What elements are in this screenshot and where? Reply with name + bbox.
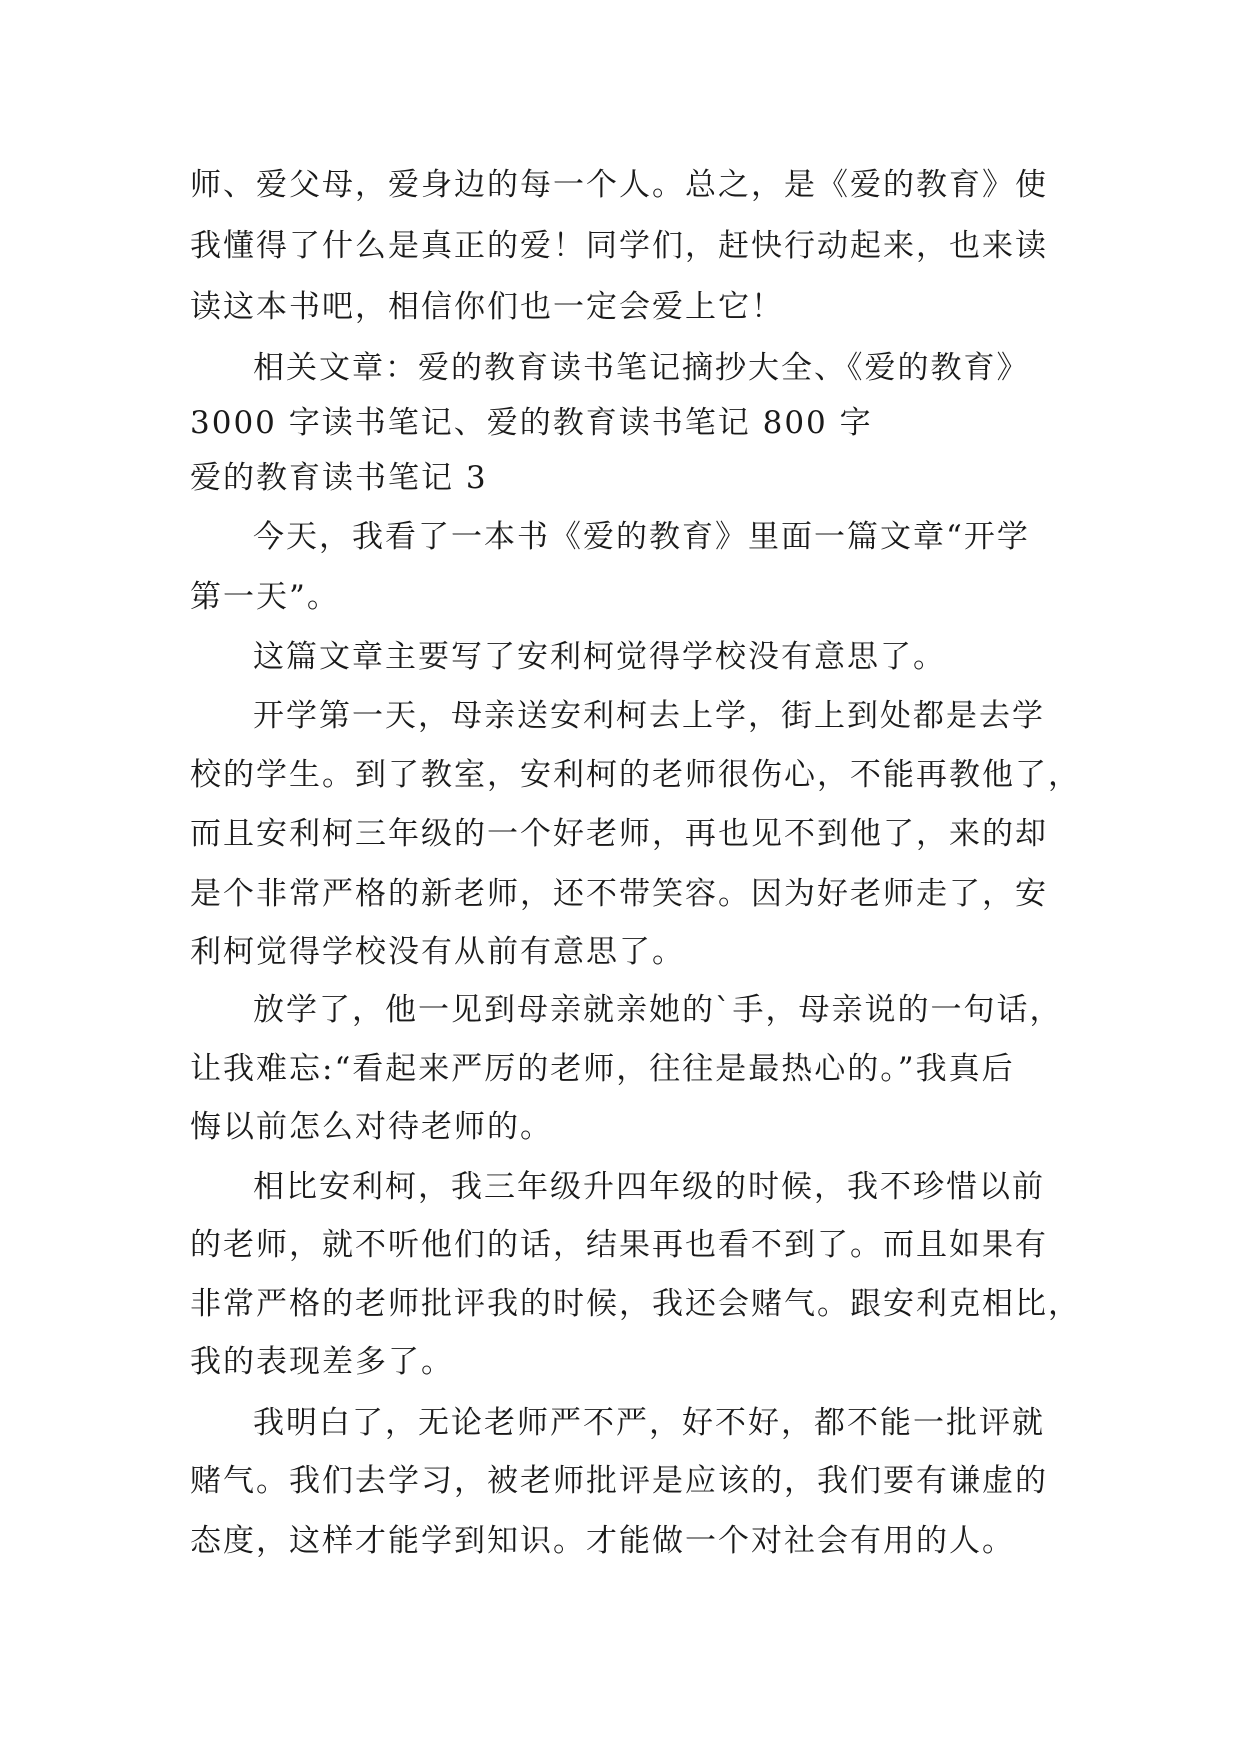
text-line: 相比安利柯，我三年级升四年级的时候，我不珍惜以前 <box>253 1169 1045 1205</box>
text-line: 今天，我看了一本书《爱的教育》里面一篇文章“开学 <box>253 519 1030 555</box>
text-line: 师、爱父母，爱身边的每一个人。总之，是《爱的教育》使 <box>190 167 1048 203</box>
text-line: 这篇文章主要写了安利柯觉得学校没有意思了。 <box>253 639 946 675</box>
text-line: 利柯觉得学校没有从前有意思了。 <box>190 934 685 970</box>
text-line: 我的表现差多了。 <box>190 1344 454 1380</box>
text-line: 赌气。我们去学习，被老师批评是应该的，我们要有谦虚的 <box>190 1463 1048 1499</box>
related-articles-line: 3000 字读书笔记、爱的教育读书笔记 800 字 <box>190 405 873 441</box>
text-line: 让我难忘:“看起来严厉的老师，往往是最热心的。”我真后 <box>190 1051 1015 1087</box>
text-line: 我懂得了什么是真正的爱！同学们，赶快行动起来，也来读 <box>190 228 1048 264</box>
text-line: 开学第一天，母亲送安利柯去上学，街上到处都是去学 <box>253 698 1045 734</box>
text-line: 态度，这样才能学到知识。才能做一个对社会有用的人。 <box>190 1523 1015 1559</box>
text-line: 悔以前怎么对待老师的。 <box>190 1109 553 1145</box>
text-line: 非常严格的老师批评我的时候，我还会赌气。跟安利克相比， <box>190 1286 1081 1322</box>
section-heading: 爱的教育读书笔记 3 <box>190 460 488 496</box>
text-line: 放学了，他一见到母亲就亲她的`手，母亲说的一句话， <box>253 992 1063 1028</box>
text-line: 第一天”。 <box>190 579 340 615</box>
text-line: 的老师，就不听他们的话，结果再也看不到了。而且如果有 <box>190 1227 1048 1263</box>
related-articles-line: 相关文章：爱的教育读书笔记摘抄大全、《爱的教育》 <box>253 350 1030 386</box>
text-line: 校的学生。到了教室，安利柯的老师很伤心，不能再教他了， <box>190 757 1081 793</box>
text-line: 读这本书吧，相信你们也一定会爱上它！ <box>190 289 784 325</box>
text-line: 而且安利柯三年级的一个好老师，再也见不到他了，来的却 <box>190 816 1048 852</box>
text-line: 我明白了，无论老师严不严，好不好，都不能一批评就 <box>253 1405 1045 1441</box>
text-line: 是个非常严格的新老师，还不带笑容。因为好老师走了，安 <box>190 876 1048 912</box>
